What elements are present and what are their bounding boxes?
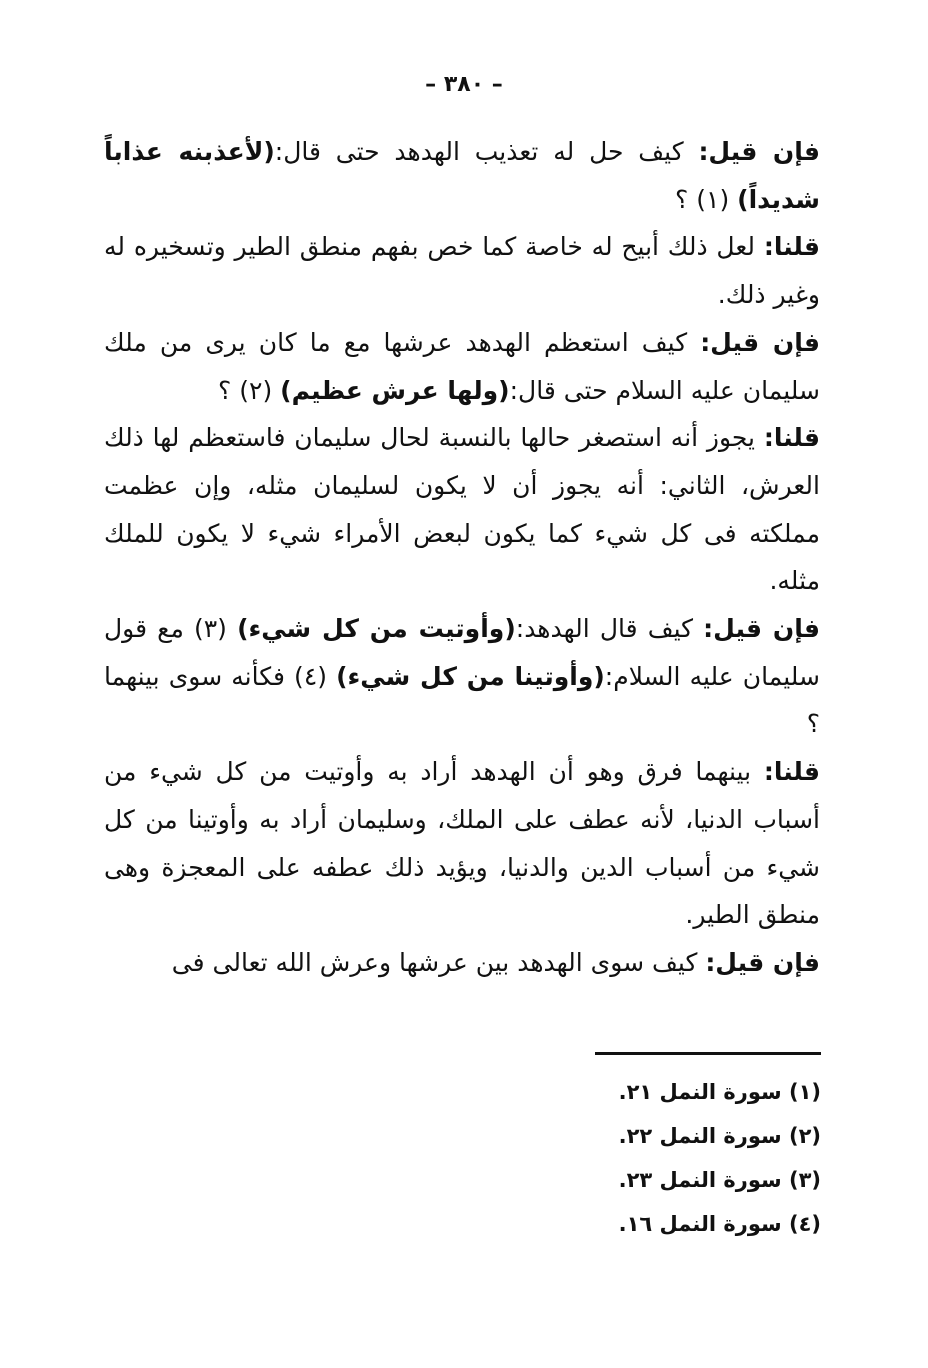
paragraph-label: قلنا: bbox=[763, 757, 820, 787]
paragraph-text: كيف استعظم الهدهد عرشها مع ما كان يرى من ملك سليمان عليه السلام حتى قال: bbox=[104, 327, 820, 405]
paragraph bbox=[104, 605, 820, 748]
paragraph-text: (١) ؟ bbox=[675, 184, 738, 214]
paragraph bbox=[104, 748, 820, 939]
paragraph-text: يجوز أنه استصغر حالها بالنسبة لحال سليمان فاستعظم لها ذلك العرش، الثاني: أنه يجوز أن لا يكون لسليمان مثله، وإن عظمت مملكته فى كل شيء كما يكون لبعض الأمراء شيء لا يكون للملك مثله. bbox=[104, 423, 820, 596]
paragraph-text: لعل ذلك أبيح له خاصة كما خص بفهم منطق الطير وتسخيره له وغير ذلك. bbox=[104, 232, 820, 310]
footnote-divider bbox=[595, 1052, 821, 1055]
paragraph bbox=[104, 319, 820, 414]
paragraph-text: كيف سوى الهدهد بين عرشها وعرش الله تعالى فى bbox=[171, 947, 706, 977]
footnote-1: (١) سورة النمل ٢١. bbox=[618, 1080, 821, 1104]
paragraph bbox=[104, 414, 820, 605]
paragraph bbox=[104, 128, 820, 223]
paragraph-text: (٢) ؟ bbox=[218, 375, 281, 405]
footnote-2: (٢) سورة النمل ٢٢. bbox=[618, 1124, 821, 1148]
paragraph-label: قلنا: bbox=[763, 232, 820, 262]
footnote-4: (٤) سورة النمل ١٦. bbox=[618, 1212, 821, 1236]
paragraph-text: (٤) فكأنه سوى بينهما ؟ bbox=[104, 661, 820, 739]
footnotes bbox=[540, 1070, 821, 1246]
quran-quote: (لأعذبنه عذاباً شديداً) bbox=[104, 137, 820, 214]
paragraph-label: فإن قيل: bbox=[698, 137, 821, 166]
quran-quote: (ولها عرش عظيم) bbox=[280, 375, 510, 405]
paragraph-label: فإن قيل: bbox=[700, 327, 821, 357]
paragraph-text: بينهما فرق وهو أن الهدهد أراد به وأوتيت من كل شيء من أسباب الدنيا، لأنه عطف على الملك، وسليمان أراد به وأوتينا من كل شيء من أسباب الدين والدنيا، ويؤيد ذلك عطفه على المعجزة وهى منطق الطير. bbox=[104, 757, 820, 930]
paragraph-label: فإن قيل: bbox=[705, 947, 820, 977]
main-text bbox=[104, 128, 820, 987]
paragraph-text: كيف حل له تعذيب الهدهد حتى قال: bbox=[274, 137, 699, 166]
paragraph-text: (٣) مع قول سليمان عليه السلام: bbox=[104, 614, 820, 691]
paragraph bbox=[104, 223, 820, 318]
footnote-3: (٣) سورة النمل ٢٣. bbox=[618, 1168, 821, 1192]
quran-quote: (وأوتينا من كل شيء) bbox=[336, 661, 605, 691]
quran-quote: (وأوتيت من كل شيء) bbox=[237, 614, 516, 644]
paragraph-text: كيف قال الهدهد: bbox=[515, 614, 704, 644]
page-number: – ٣٨٠ – bbox=[425, 72, 503, 97]
paragraph bbox=[104, 939, 820, 987]
paragraph-label: قلنا: bbox=[763, 423, 820, 453]
paragraph-label: فإن قيل: bbox=[703, 614, 821, 644]
